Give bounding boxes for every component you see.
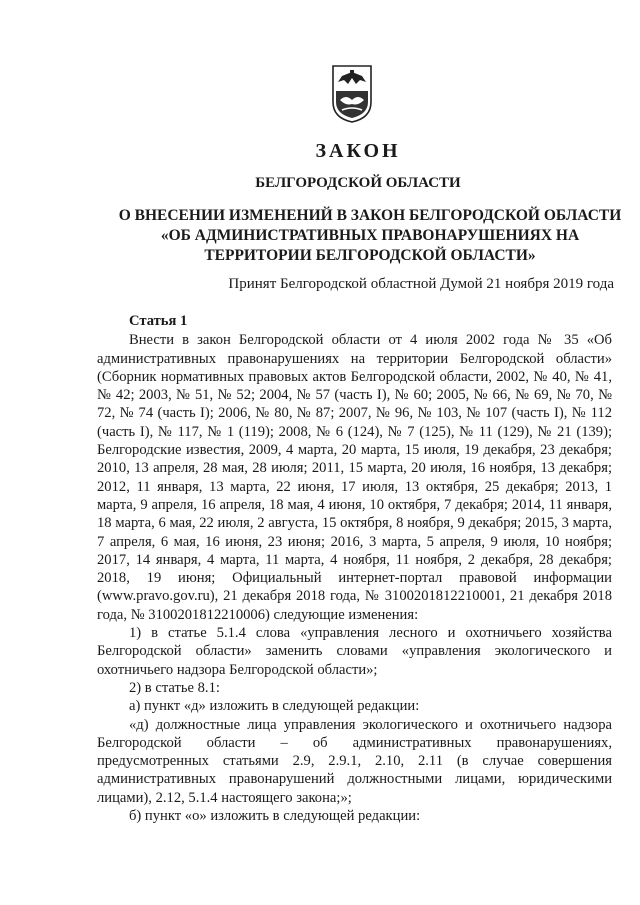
coat-of-arms-emblem	[330, 64, 374, 124]
adoption-note: Принят Белгородской областной Думой 21 ноября 2019 года	[228, 276, 614, 292]
article-title: Статья 1	[129, 313, 188, 329]
law-body	[97, 312, 612, 825]
body-paragraph: «д) должностные лица управления экологического и охотничьего надзора Белгородской области – об административных правонарушениях, предусмотренных статьями 2.9, 2.9.1, 2.10, 2.11 (в случае совершения административных правонарушений должностными лицами, юридическими лицами), 2.12, 5.1.4 настоящего закона;»;	[97, 716, 612, 806]
law-heading	[100, 206, 640, 266]
body-paragraph: а) пункт «д» изложить в следующей редакции:	[129, 698, 420, 715]
body-paragraph: б) пункт «о» изложить в следующей редакции:	[129, 808, 421, 825]
body-paragraph: 2) в статье 8.1:	[129, 679, 220, 696]
body-paragraph: 1) в статье 5.1.4 слова «управления лесного и охотничьего хозяйства Белгородской области» заменить словами «управления экологического и охотничьего надзора Белгородской области»;	[97, 625, 612, 678]
law-heading-line: ТЕРРИТОРИИ БЕЛГОРОДСКОЙ ОБЛАСТИ»	[204, 247, 536, 264]
law-heading-line: О ВНЕСЕНИИ ИЗМЕНЕНИЙ В ЗАКОН БЕЛГОРОДСКОЙ ОБЛАСТИ	[118, 207, 622, 224]
body-paragraph: Внести в закон Белгородской области от 4 июля 2002 года № 35 «Об административных правонарушениях на территории Белгородской области» (Сборник нормативных правовых актов Белгородской области, 2002, № 40, № 41, № 42; 2003, № 51, № 52; 2004, № 57 (часть I), № 60; 2005, № 66, № 69, № 70, № 72, № 74 (часть I); 2006, № 80, № 87; 2007, № 96, № 103, № 107 (часть I), № 112 (часть I), № 117, № 1 (119); 2008, № 6 (124), № 7 (125), № 11 (129), № 21 (139); Белгородские известия, 2009, 4 марта, 20 марта, 15 июля, 19 декабря, 23 декабря; 2010, 13 апреля, 28 мая, 28 июля; 2011, 15 марта, 20 июля, 16 ноября, 13 декабря; 2012, 11 января, 13 марта, 22 июня, 17 июля, 13 октября, 25 декабря; 2013, 1 марта, 9 апреля, 16 апреля, 18 мая, 4 июня, 10 октября, 7 декабря; 2014, 11 января, 18 марта, 6 мая, 22 июля, 2 августа, 15 октября, 8 ноября, 9 декабря; 2015, 3 марта, 7 апреля, 6 мая, 16 июня, 23 июня; 2016, 3 марта, 5 апреля, 9 июля, 10 ноября; 2017, 14 января, 4 марта, 11 марта, 4 ноября, 11 ноября, 2 декабря, 28 декабря; 2018, 19 июня; Официальный интернет-портал правовой информации (www.pravo.gov.ru), 21 декабря 2018 года, № 3100201812210001, 21 декабря 2018 года, № 3100201812210006) следующие изменения:	[97, 332, 612, 623]
coat-of-arms-icon	[330, 64, 374, 124]
document-subtitle: БЕЛГОРОДСКОЙ ОБЛАСТИ	[255, 175, 461, 191]
document-title: ЗАКОН	[315, 140, 401, 162]
law-heading-line: «ОБ АДМИНИСТРАТИВНЫХ ПРАВОНАРУШЕНИЯХ НА	[160, 227, 580, 244]
